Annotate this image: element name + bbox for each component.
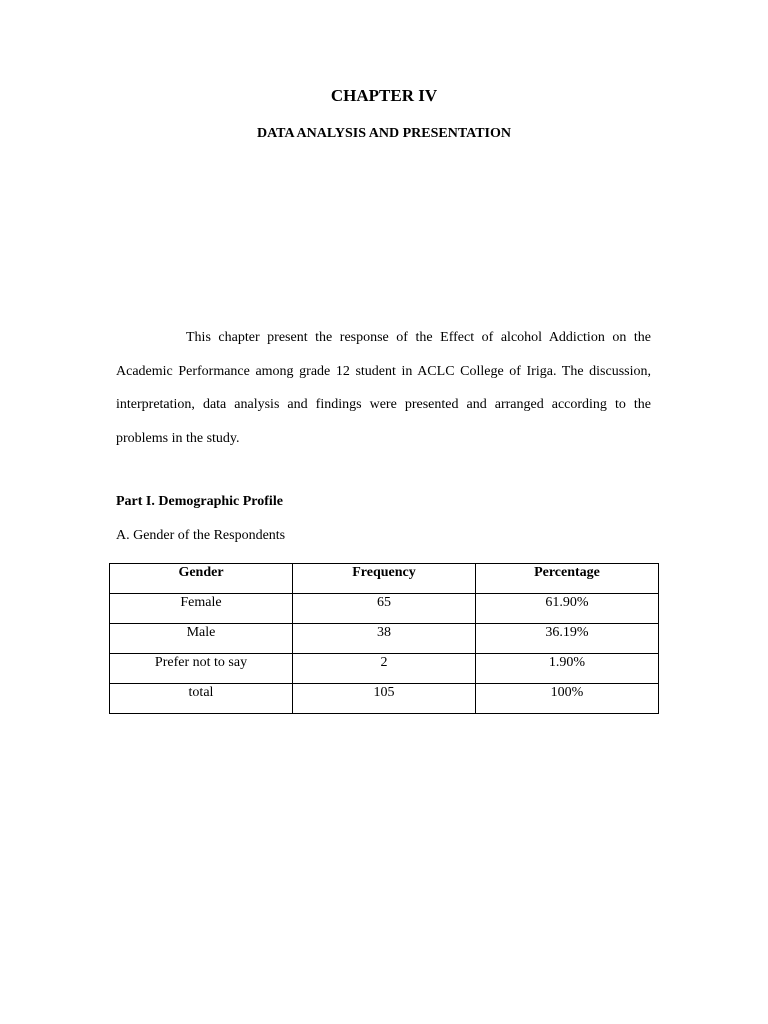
cell-frequency: 105	[293, 684, 476, 714]
cell-gender: Male	[110, 624, 293, 654]
header-frequency: Frequency	[293, 564, 476, 594]
table-row	[110, 654, 659, 684]
cell-gender: Prefer not to say	[110, 654, 293, 684]
cell-gender: total	[110, 684, 293, 714]
header-gender: Gender	[110, 564, 293, 594]
cell-frequency: 38	[293, 624, 476, 654]
header-percentage: Percentage	[476, 564, 659, 594]
part-heading: Part I. Demographic Profile	[116, 494, 283, 509]
cell-percentage: 100%	[476, 684, 659, 714]
cell-frequency: 2	[293, 654, 476, 684]
cell-percentage: 1.90%	[476, 654, 659, 684]
intro-paragraph: This chapter present the response of the Effect of alcohol Addiction on the Academic Performance among grade 12 student in ACLC College of Iriga. The discussion, interpretation, data analysis and findings were presented and arranged according to the problems in the study.	[116, 330, 651, 446]
table-row	[110, 684, 659, 714]
table-row	[110, 594, 659, 624]
chapter-subtitle: DATA ANALYSIS AND PRESENTATION	[256, 126, 511, 141]
gender-table	[109, 563, 659, 714]
table-header-row	[110, 564, 659, 594]
cell-gender: Female	[110, 594, 293, 624]
cell-frequency: 65	[293, 594, 476, 624]
cell-percentage: 36.19%	[476, 624, 659, 654]
cell-percentage: 61.90%	[476, 594, 659, 624]
chapter-title: CHAPTER IV	[330, 86, 438, 105]
table-row	[110, 624, 659, 654]
section-heading: A. Gender of the Respondents	[116, 528, 286, 543]
